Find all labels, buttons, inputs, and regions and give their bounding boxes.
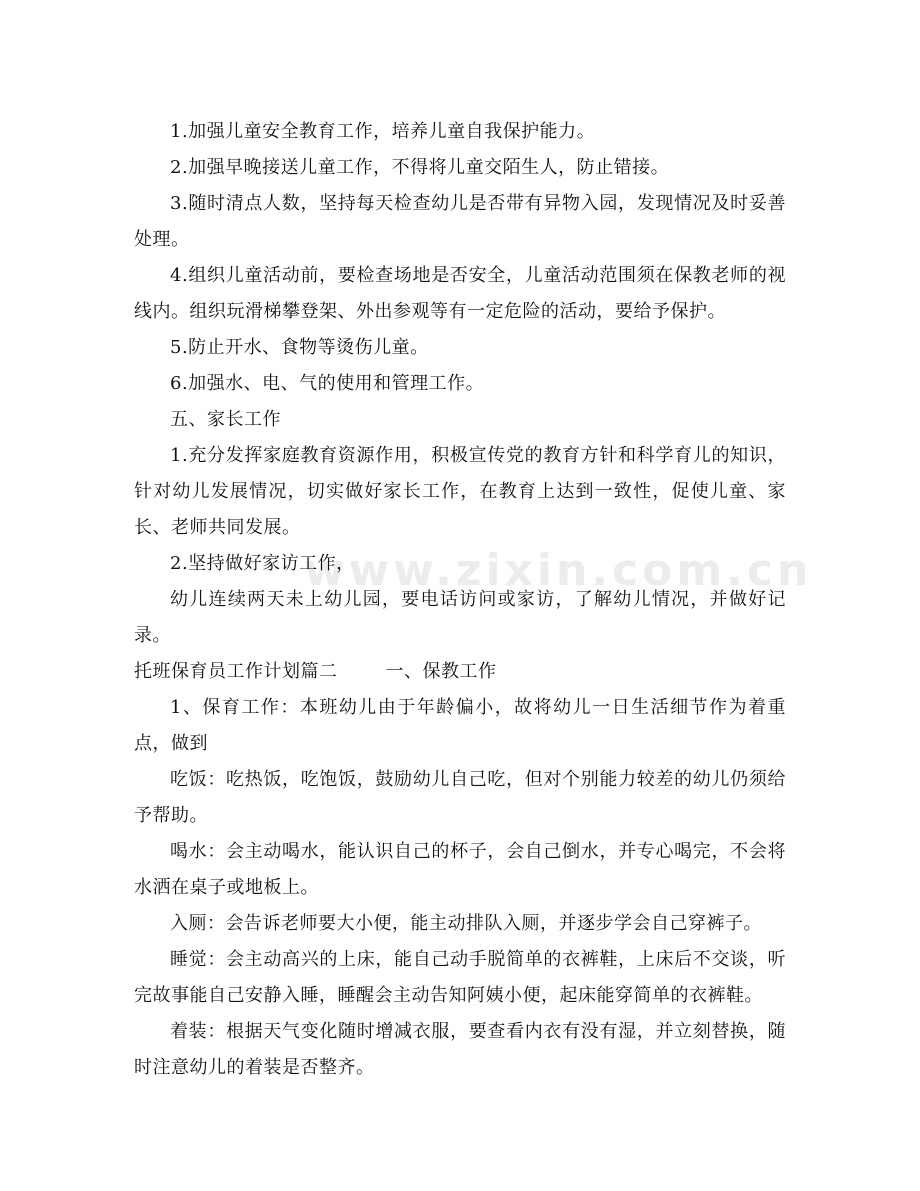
paragraph: 喝水：会主动喝水，能认识自己的杯子，会自己倒水，并专心喝完，不会将水洒在桌子或地板上。 — [134, 841, 786, 898]
paragraph: 1.充分发挥家庭教育资源作用，积极宣传党的教育方针和科学育儿的知识，针对幼儿发展情况，切实做好家长工作，在教育上达到一致性，促使儿童、家长、老师共同发展。 — [134, 445, 786, 538]
paragraph: 1.加强儿童安全教育工作，培养儿童自我保护能力。 — [170, 121, 596, 142]
article-heading — [134, 654, 786, 690]
paragraph: 3.随时清点人数，坚持每天检查幼儿是否带有异物入园，发现情况及时妥善处理。 — [134, 193, 786, 250]
paragraph: 1、保育工作：本班幼儿由于年龄偏小，故将幼儿一日生活细节作为着重点，做到 — [134, 697, 786, 754]
paragraph: 吃饭：吃热饭，吃饱饭，鼓励幼儿自己吃，但对个别能力较差的幼儿仍须给予帮助。 — [134, 769, 786, 826]
paragraph: 幼儿连续两天未上幼儿园，要电话访问或家访，了解幼儿情况，并做好记录。 — [134, 589, 786, 646]
document-body — [134, 114, 786, 1086]
section-heading-parents: 五、家长工作 — [170, 409, 281, 430]
paragraph: 着装：根据天气变化随时增减衣服，要查看内衣有没有湿，并立刻替换，随时注意幼儿的着装是否整齐。 — [134, 1021, 786, 1078]
paragraph: 5.防止开水、食物等烫伤儿童。 — [170, 337, 429, 358]
article-title: 托班保育员工作计划篇二 — [134, 661, 338, 682]
watermark: www.zixin.com.cn — [304, 545, 813, 596]
article-subtitle: 一、保教工作 — [385, 661, 497, 682]
paragraph: 2.坚持做好家访工作， — [170, 553, 355, 574]
paragraph: 4.组织儿童活动前，要检查场地是否安全，儿童活动范围须在保教老师的视线内。组织玩滑梯攀登架、外出参观等有一定危险的活动，要给予保护。 — [134, 265, 786, 322]
paragraph: 入厕：会告诉老师要大小便，能主动排队入厕，并逐步学会自己穿裤子。 — [170, 913, 762, 934]
paragraph: 6.加强水、电、气的使用和管理工作。 — [170, 373, 485, 394]
paragraph: 2.加强早晚接送儿童工作，不得将儿童交陌生人，防止错接。 — [170, 157, 670, 178]
paragraph: 睡觉：会主动高兴的上床，能自己动手脱简单的衣裤鞋，上床后不交谈，听完故事能自己安静入睡，睡醒会主动告知阿姨小便，起床能穿简单的衣裤鞋。 — [134, 949, 786, 1006]
